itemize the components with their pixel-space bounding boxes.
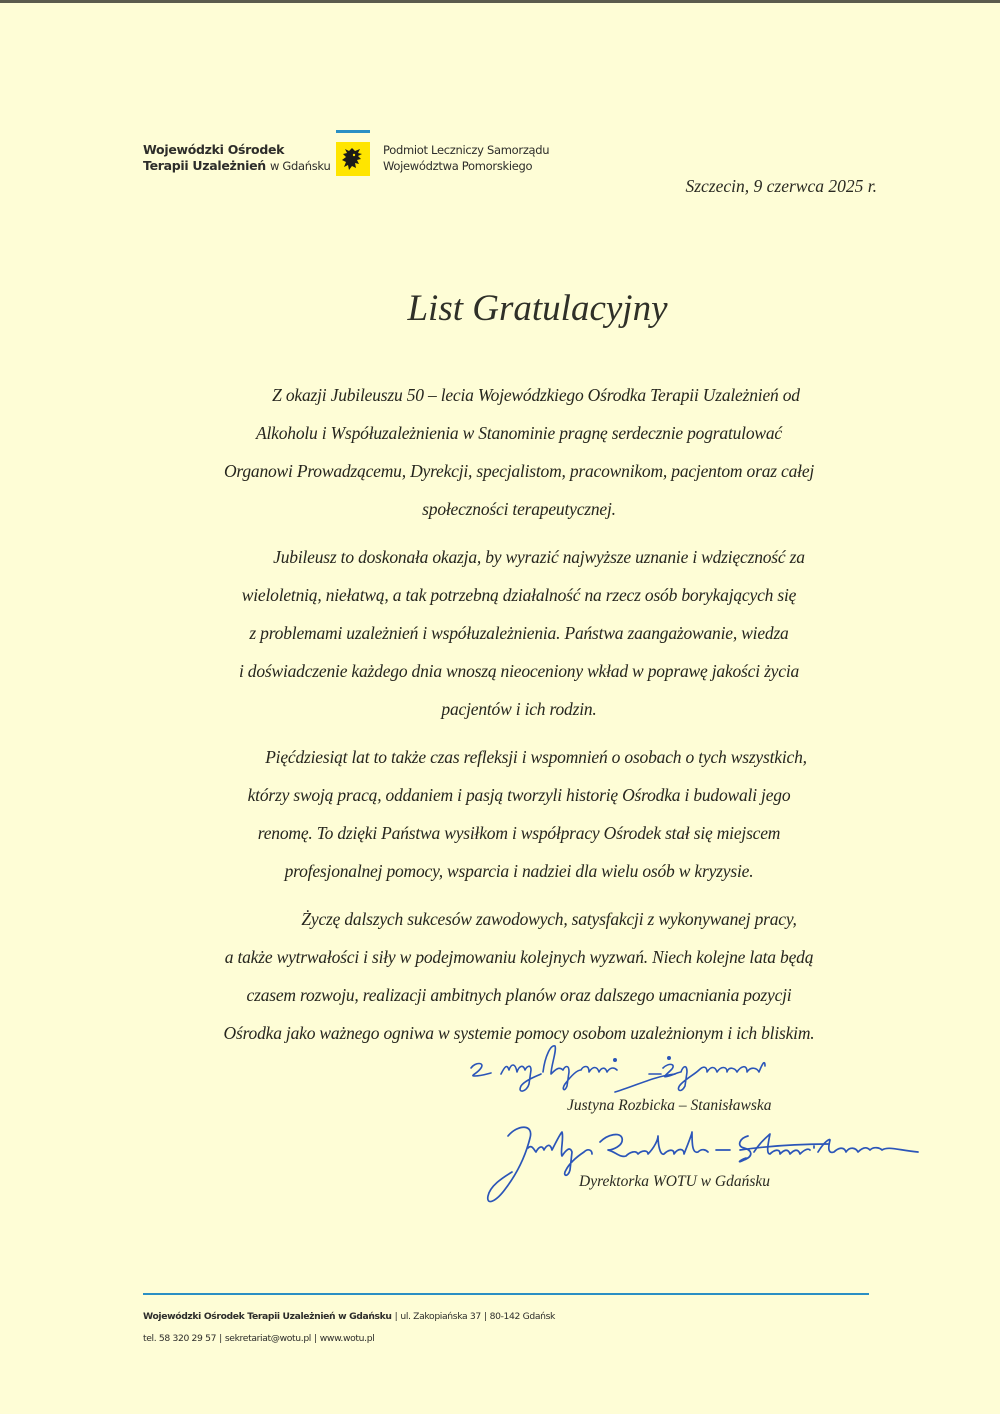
- crest-accent-line: [336, 130, 370, 133]
- footer-website[interactable]: www.wotu.pl: [319, 1333, 375, 1344]
- paragraph-line: profesjonalnej pomocy, wsparcia i nadziei dla wielu osób w kryzysie.: [284, 861, 754, 881]
- footer-separator: |: [483, 1311, 487, 1322]
- paragraph-4: [150, 900, 888, 1052]
- paragraph-line: i doświadczenie każdego dnia wnoszą nieoceniony wkład w poprawę jakości życia: [238, 661, 800, 681]
- handwritten-closing: [465, 1036, 965, 1096]
- scan-top-edge: [0, 0, 1000, 3]
- org-name-line2-light: w Gdańsku: [269, 159, 331, 173]
- paragraph-line: Jubileusz to doskonała okazja, by wyrazić najwyższe uznanie i wdzięczność za: [273, 547, 805, 567]
- org-name-line2-bold: Terapii Uzależnień: [143, 158, 266, 173]
- paragraph-line: Pięćdziesiąt lat to także czas refleksji i wspomnień o osobach o tych wszystkich,: [265, 747, 807, 767]
- paragraph-3: [150, 738, 888, 890]
- griffin-crest-icon: [336, 142, 370, 176]
- paragraph-line: czasem rozwoju, realizacji ambitnych planów oraz dalszego umacniania pozycji: [246, 985, 792, 1005]
- paragraph-line: Organowi Prowadzącemu, Dyrekcji, specjalistom, pracownikom, pacjentom oraz całej: [223, 461, 815, 481]
- letter-title: List Gratulacyjny: [407, 288, 668, 329]
- footer-separator: |: [314, 1333, 317, 1344]
- signer-name: Justyna Rozbicka – Stanisławska: [567, 1097, 772, 1114]
- paragraph-2: [150, 538, 888, 728]
- footer-divider: [143, 1293, 869, 1295]
- org-logo-text: [143, 142, 330, 174]
- paragraph-line: Życzę dalszych sukcesów zawodowych, satysfakcji z wykonywanej pracy,: [301, 909, 797, 929]
- letter-body: [150, 376, 888, 1062]
- paragraph-line: społeczności terapeutycznej.: [422, 499, 616, 519]
- footer-line-2: [143, 1328, 555, 1350]
- handwritten-signature: [478, 1120, 958, 1212]
- sub-org-line1: Podmiot Leczniczy Samorządu: [383, 143, 550, 157]
- footer-separator: |: [219, 1333, 222, 1344]
- paragraph-line: Z okazji Jubileuszu 50 – lecia Wojewódzkiego Ośrodka Terapii Uzależnień od: [272, 385, 800, 405]
- paragraph-line: Ośrodka jako ważnego ogniwa w systemie pomocy osobom uzależnionym i ich bliskim.: [223, 1023, 815, 1043]
- org-name-line1: Wojewódzki Ośrodek: [143, 142, 285, 157]
- footer-line-1: [143, 1306, 555, 1328]
- paragraph-line: a także wytrwałości i siły w podejmowaniu kolejnych wyzwań. Niech kolejne lata będą: [224, 947, 814, 967]
- footer-separator: |: [394, 1311, 398, 1322]
- letter-date: Szczecin, 9 czerwca 2025 r.: [685, 176, 877, 196]
- paragraph-line: którzy swoją pracą, oddaniem i pasją tworzyli historię Ośrodka i budowali jego: [247, 785, 791, 805]
- footer: [143, 1306, 555, 1350]
- sub-org-text: [383, 142, 549, 174]
- signer-role: Dyrektorka WOTU w Gdańsku: [579, 1173, 770, 1190]
- paragraph-line: pacjentów i ich rodzin.: [441, 699, 597, 719]
- footer-address: ul. Zakopiańska 37: [400, 1311, 481, 1322]
- org-name-line2: [143, 158, 330, 174]
- footer-phone: tel. 58 320 29 57: [143, 1333, 217, 1344]
- paragraph-line: renomę. To dzięki Państwa wysiłkom i współpracy Ośrodek stał się miejscem: [257, 823, 781, 843]
- footer-email[interactable]: sekretariat@wotu.pl: [224, 1333, 312, 1344]
- paragraph-line: wieloletnią, niełatwą, a tak potrzebną działalność na rzecz osób borykających się: [241, 585, 797, 605]
- footer-postal: 80-142 Gdańsk: [489, 1311, 556, 1322]
- paragraph-1: [150, 376, 888, 528]
- sub-org-line2: Województwa Pomorskiego: [383, 159, 533, 173]
- paragraph-line: z problemami uzależnień i współuzależnienia. Państwa zaangażowanie, wiedza: [249, 623, 789, 643]
- paragraph-line: Alkoholu i Współuzależnienia w Stanominie pragnę serdecznie pogratulować: [256, 423, 782, 443]
- footer-org-name: Wojewódzki Ośrodek Terapii Uzależnień w Gdańsku: [143, 1311, 392, 1322]
